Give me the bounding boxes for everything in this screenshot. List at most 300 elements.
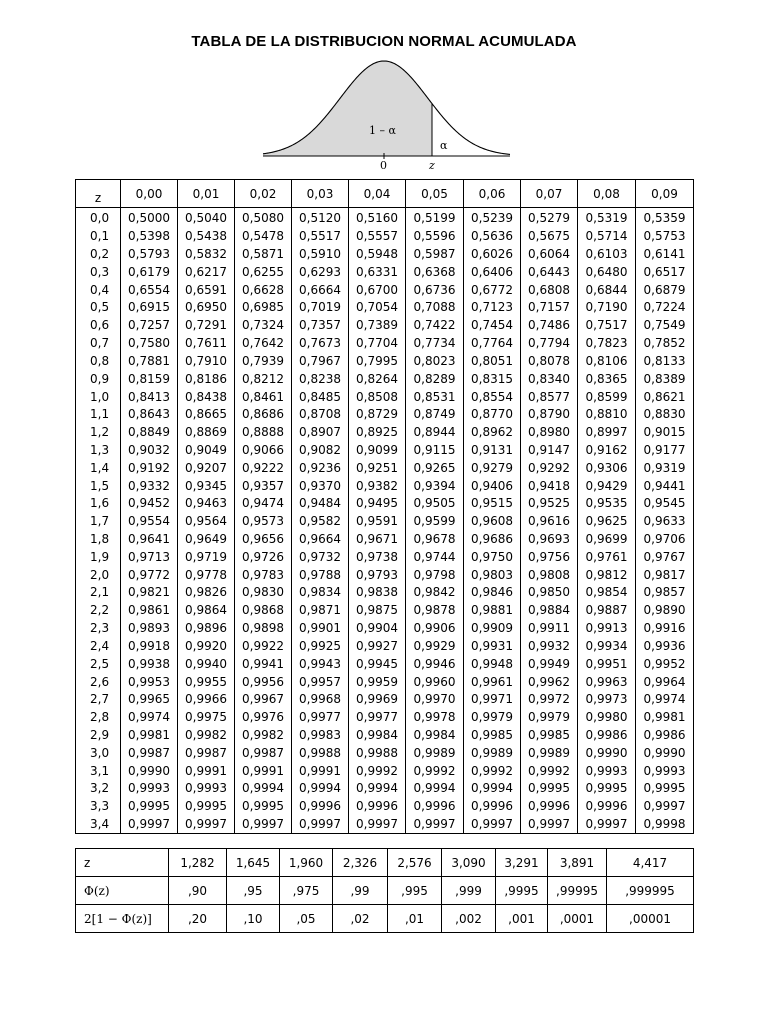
row-z-value: 0,4 [76, 281, 121, 299]
probability-cell: 0,9932 [521, 638, 578, 656]
row-z-value: 1,2 [76, 424, 121, 442]
column-header: 0,00 [121, 180, 178, 208]
probability-cell: 0,8438 [178, 388, 235, 406]
probability-cell: 0,6443 [521, 263, 578, 281]
table-row [76, 228, 694, 246]
probability-cell: 0,9996 [521, 798, 578, 816]
table-row [76, 513, 694, 531]
probability-cell: 0,9956 [235, 673, 292, 691]
table-row [76, 798, 694, 816]
probability-cell: 0,9678 [406, 531, 464, 549]
probability-cell: 0,9382 [349, 477, 406, 495]
probability-cell: 0,9641 [121, 531, 178, 549]
probability-cell: 0,9993 [578, 762, 636, 780]
probability-cell: 0,9893 [121, 620, 178, 638]
probability-cell: 0,9974 [636, 691, 694, 709]
probability-cell: 0,9713 [121, 548, 178, 566]
probability-cell: 0,8159 [121, 370, 178, 388]
row-z-value: 3,4 [76, 816, 121, 834]
probability-cell: 0,6255 [235, 263, 292, 281]
probability-cell: 0,9972 [521, 691, 578, 709]
probability-cell: 0,9948 [464, 655, 521, 673]
probability-cell: 0,7486 [521, 317, 578, 335]
column-header: 0,09 [636, 180, 694, 208]
probability-cell: 0,9803 [464, 566, 521, 584]
table-row [76, 780, 694, 798]
table-row [76, 406, 694, 424]
probability-cell: 0,9941 [235, 655, 292, 673]
probability-cell: 0,9993 [636, 762, 694, 780]
table-row [76, 335, 694, 353]
probability-cell: 0,9931 [464, 638, 521, 656]
area-label: 1 – α [369, 124, 396, 137]
probability-cell: 0,8708 [292, 406, 349, 424]
probability-cell: 0,8461 [235, 388, 292, 406]
probability-cell: 0,9207 [178, 459, 235, 477]
row-z-value: 2,4 [76, 638, 121, 656]
probability-cell: 0,7764 [464, 335, 521, 353]
probability-cell: 0,8485 [292, 388, 349, 406]
probability-cell: 0,9997 [349, 816, 406, 834]
probability-cell: 0,9591 [349, 513, 406, 531]
probability-cell: 0,6217 [178, 263, 235, 281]
row-z-value: 0,5 [76, 299, 121, 317]
probability-cell: 0,8133 [636, 353, 694, 371]
probability-cell: 0,9927 [349, 638, 406, 656]
probability-cell: 0,9808 [521, 566, 578, 584]
probability-cell: 0,6368 [406, 263, 464, 281]
probability-cell: 0,9920 [178, 638, 235, 656]
probability-cell: 0,9834 [292, 584, 349, 602]
row-z-value: 0,7 [76, 335, 121, 353]
table-row [76, 388, 694, 406]
probability-cell: 0,9812 [578, 566, 636, 584]
probability-cell: 0,6950 [178, 299, 235, 317]
table-row [76, 709, 694, 727]
critical-phi-cell: ,995 [388, 877, 442, 905]
probability-cell: 0,9974 [121, 709, 178, 727]
probability-cell: 0,9830 [235, 584, 292, 602]
table-row [76, 353, 694, 371]
probability-cell: 0,9345 [178, 477, 235, 495]
probability-cell: 0,8729 [349, 406, 406, 424]
probability-cell: 0,9535 [578, 495, 636, 513]
probability-cell: 0,5319 [578, 208, 636, 228]
probability-cell: 0,7517 [578, 317, 636, 335]
table-row [76, 744, 694, 762]
probability-cell: 0,7823 [578, 335, 636, 353]
probability-cell: 0,9608 [464, 513, 521, 531]
probability-cell: 0,8554 [464, 388, 521, 406]
table-row [76, 673, 694, 691]
probability-cell: 0,9959 [349, 673, 406, 691]
probability-cell: 0,9599 [406, 513, 464, 531]
probability-cell: 0,8980 [521, 424, 578, 442]
probability-cell: 0,5517 [292, 228, 349, 246]
column-header: 0,07 [521, 180, 578, 208]
probability-cell: 0,5120 [292, 208, 349, 228]
probability-cell: 0,8810 [578, 406, 636, 424]
critical-z-cell: 1,645 [227, 849, 280, 877]
probability-cell: 0,9177 [636, 442, 694, 460]
probability-cell: 0,8413 [121, 388, 178, 406]
critical-values-table [75, 848, 694, 933]
probability-cell: 0,9992 [349, 762, 406, 780]
probability-cell: 0,8849 [121, 424, 178, 442]
probability-cell: 0,6736 [406, 281, 464, 299]
probability-cell: 0,8289 [406, 370, 464, 388]
probability-cell: 0,7422 [406, 317, 464, 335]
probability-cell: 0,9997 [464, 816, 521, 834]
probability-cell: 0,9906 [406, 620, 464, 638]
table-row [76, 638, 694, 656]
probability-cell: 0,7357 [292, 317, 349, 335]
probability-cell: 0,9162 [578, 442, 636, 460]
probability-cell: 0,9988 [349, 744, 406, 762]
table-row [76, 459, 694, 477]
probability-cell: 0,9625 [578, 513, 636, 531]
probability-cell: 0,7123 [464, 299, 521, 317]
probability-cell: 0,6517 [636, 263, 694, 281]
probability-cell: 0,6406 [464, 263, 521, 281]
probability-cell: 0,9997 [636, 798, 694, 816]
row-z-value: 1,4 [76, 459, 121, 477]
critical-z-cell: 2,326 [333, 849, 388, 877]
probability-cell: 0,7881 [121, 353, 178, 371]
probability-cell: 0,7054 [349, 299, 406, 317]
probability-cell: 0,9649 [178, 531, 235, 549]
row-z-value: 3,0 [76, 744, 121, 762]
probability-cell: 0,7190 [578, 299, 636, 317]
probability-cell: 0,9429 [578, 477, 636, 495]
probability-cell: 0,9968 [292, 691, 349, 709]
probability-cell: 0,9756 [521, 548, 578, 566]
probability-cell: 0,9985 [521, 727, 578, 745]
probability-cell: 0,5160 [349, 208, 406, 228]
probability-cell: 0,9738 [349, 548, 406, 566]
probability-cell: 0,8365 [578, 370, 636, 388]
probability-cell: 0,6480 [578, 263, 636, 281]
probability-cell: 0,9994 [406, 780, 464, 798]
probability-cell: 0,9962 [521, 673, 578, 691]
probability-cell: 0,9857 [636, 584, 694, 602]
probability-cell: 0,9964 [636, 673, 694, 691]
critical-phi-cell: ,999 [442, 877, 496, 905]
probability-cell: 0,9991 [178, 762, 235, 780]
probability-cell: 0,9995 [636, 780, 694, 798]
probability-cell: 0,5596 [406, 228, 464, 246]
probability-cell: 0,9842 [406, 584, 464, 602]
probability-cell: 0,9988 [292, 744, 349, 762]
probability-cell: 0,9977 [292, 709, 349, 727]
probability-cell: 0,5675 [521, 228, 578, 246]
row-z-value: 1,8 [76, 531, 121, 549]
probability-cell: 0,9082 [292, 442, 349, 460]
probability-cell: 0,9938 [121, 655, 178, 673]
probability-cell: 0,9997 [292, 816, 349, 834]
probability-cell: 0,9966 [178, 691, 235, 709]
page-title: TABLA DE LA DISTRIBUCION NORMAL ACUMULADA [191, 33, 577, 50]
probability-cell: 0,9236 [292, 459, 349, 477]
probability-cell: 0,9767 [636, 548, 694, 566]
probability-cell: 0,8238 [292, 370, 349, 388]
probability-cell: 0,6554 [121, 281, 178, 299]
probability-cell: 0,5359 [636, 208, 694, 228]
probability-cell: 0,7910 [178, 353, 235, 371]
probability-cell: 0,5557 [349, 228, 406, 246]
table-row [76, 263, 694, 281]
probability-cell: 0,9726 [235, 548, 292, 566]
row-z-value: 2,0 [76, 566, 121, 584]
probability-cell: 0,9970 [406, 691, 464, 709]
probability-cell: 0,8389 [636, 370, 694, 388]
probability-cell: 0,8078 [521, 353, 578, 371]
critical-phi-cell: ,95 [227, 877, 280, 905]
probability-cell: 0,9821 [121, 584, 178, 602]
probability-cell: 0,7642 [235, 335, 292, 353]
probability-cell: 0,5080 [235, 208, 292, 228]
critical-two-tail-cell: ,10 [227, 905, 280, 933]
row-z-value: 1,5 [76, 477, 121, 495]
probability-cell: 0,5239 [464, 208, 521, 228]
probability-cell: 0,9989 [406, 744, 464, 762]
probability-cell: 0,9370 [292, 477, 349, 495]
probability-cell: 0,9995 [121, 798, 178, 816]
probability-cell: 0,8212 [235, 370, 292, 388]
row-z-value: 2,2 [76, 602, 121, 620]
table-row [76, 691, 694, 709]
critical-z-cell: 3,291 [496, 849, 548, 877]
table-row [76, 299, 694, 317]
probability-cell: 0,9934 [578, 638, 636, 656]
row-z-value: 0,0 [76, 208, 121, 228]
row-z-value: 0,6 [76, 317, 121, 335]
probability-cell: 0,9049 [178, 442, 235, 460]
row-z-value: 2,6 [76, 673, 121, 691]
probability-cell: 0,9957 [292, 673, 349, 691]
probability-cell: 0,6844 [578, 281, 636, 299]
probability-cell: 0,9904 [349, 620, 406, 638]
probability-cell: 0,9719 [178, 548, 235, 566]
probability-cell: 0,9986 [636, 727, 694, 745]
probability-cell: 0,9881 [464, 602, 521, 620]
probability-cell: 0,9953 [121, 673, 178, 691]
probability-cell: 0,5910 [292, 246, 349, 264]
probability-cell: 0,9992 [406, 762, 464, 780]
probability-cell: 0,8686 [235, 406, 292, 424]
probability-cell: 0,8869 [178, 424, 235, 442]
probability-cell: 0,8186 [178, 370, 235, 388]
probability-cell: 0,7939 [235, 353, 292, 371]
probability-cell: 0,9996 [464, 798, 521, 816]
probability-cell: 0,9474 [235, 495, 292, 513]
probability-cell: 0,9982 [178, 727, 235, 745]
probability-cell: 0,7704 [349, 335, 406, 353]
probability-cell: 0,7389 [349, 317, 406, 335]
probability-cell: 0,9940 [178, 655, 235, 673]
column-header: 0,05 [406, 180, 464, 208]
probability-cell: 0,9981 [636, 709, 694, 727]
probability-cell: 0,9147 [521, 442, 578, 460]
probability-cell: 0,6026 [464, 246, 521, 264]
probability-cell: 0,7580 [121, 335, 178, 353]
row-z-value: 3,3 [76, 798, 121, 816]
row-z-value: 0,8 [76, 353, 121, 371]
probability-cell: 0,9994 [235, 780, 292, 798]
probability-cell: 0,8315 [464, 370, 521, 388]
probability-cell: 0,9996 [292, 798, 349, 816]
critical-phi-cell: ,975 [280, 877, 333, 905]
column-header: 0,06 [464, 180, 521, 208]
probability-cell: 0,7673 [292, 335, 349, 353]
probability-cell: 0,8888 [235, 424, 292, 442]
probability-cell: 0,9495 [349, 495, 406, 513]
critical-phi-cell: ,9995 [496, 877, 548, 905]
table-row [76, 442, 694, 460]
probability-cell: 0,9996 [406, 798, 464, 816]
probability-cell: 0,9292 [521, 459, 578, 477]
probability-cell: 0,9979 [464, 709, 521, 727]
probability-cell: 0,9850 [521, 584, 578, 602]
probability-cell: 0,9987 [121, 744, 178, 762]
probability-cell: 0,9898 [235, 620, 292, 638]
critical-z-cell: 4,417 [607, 849, 694, 877]
probability-cell: 0,9982 [235, 727, 292, 745]
probability-cell: 0,9265 [406, 459, 464, 477]
tail-label: α [440, 139, 448, 152]
probability-cell: 0,9015 [636, 424, 694, 442]
probability-cell: 0,5871 [235, 246, 292, 264]
table-row [76, 566, 694, 584]
probability-cell: 0,9946 [406, 655, 464, 673]
probability-cell: 0,9973 [578, 691, 636, 709]
probability-cell: 0,9971 [464, 691, 521, 709]
probability-cell: 0,7454 [464, 317, 521, 335]
row-z-value: 1,9 [76, 548, 121, 566]
probability-cell: 0,8925 [349, 424, 406, 442]
probability-cell: 0,9890 [636, 602, 694, 620]
row-z-value: 2,5 [76, 655, 121, 673]
probability-cell: 0,7852 [636, 335, 694, 353]
table-header-row [76, 180, 694, 208]
probability-cell: 0,9750 [464, 548, 521, 566]
probability-cell: 0,9251 [349, 459, 406, 477]
probability-cell: 0,9960 [406, 673, 464, 691]
origin-label: 0 [380, 159, 387, 172]
probability-cell: 0,7794 [521, 335, 578, 353]
critical-phi-cell: ,99995 [548, 877, 607, 905]
table-row [76, 620, 694, 638]
table-row [76, 584, 694, 602]
probability-cell: 0,9279 [464, 459, 521, 477]
probability-cell: 0,8749 [406, 406, 464, 424]
probability-cell: 0,9990 [636, 744, 694, 762]
probability-cell: 0,5478 [235, 228, 292, 246]
table-row [76, 531, 694, 549]
critical-phi-cell: ,999995 [607, 877, 694, 905]
table-row [76, 727, 694, 745]
probability-cell: 0,9987 [178, 744, 235, 762]
probability-cell: 0,9798 [406, 566, 464, 584]
probability-cell: 0,9976 [235, 709, 292, 727]
probability-cell: 0,9981 [121, 727, 178, 745]
probability-cell: 0,9761 [578, 548, 636, 566]
probability-cell: 0,9955 [178, 673, 235, 691]
probability-cell: 0,8531 [406, 388, 464, 406]
probability-cell: 0,9875 [349, 602, 406, 620]
probability-cell: 0,9793 [349, 566, 406, 584]
probability-cell: 0,9916 [636, 620, 694, 638]
probability-cell: 0,8962 [464, 424, 521, 442]
cumulative-normal-table [75, 179, 694, 834]
table-row [76, 424, 694, 442]
probability-cell: 0,5438 [178, 228, 235, 246]
probability-cell: 0,9984 [349, 727, 406, 745]
probability-cell: 0,9868 [235, 602, 292, 620]
critical-two-tail-cell: ,02 [333, 905, 388, 933]
probability-cell: 0,9983 [292, 727, 349, 745]
probability-cell: 0,9441 [636, 477, 694, 495]
probability-cell: 0,9909 [464, 620, 521, 638]
probability-cell: 0,9994 [292, 780, 349, 798]
probability-cell: 0,6179 [121, 263, 178, 281]
critical-two-tail-cell: ,001 [496, 905, 548, 933]
probability-cell: 0,9115 [406, 442, 464, 460]
probability-cell: 0,9222 [235, 459, 292, 477]
probability-cell: 0,8106 [578, 353, 636, 371]
probability-cell: 0,9929 [406, 638, 464, 656]
probability-cell: 0,9975 [178, 709, 235, 727]
probability-cell: 0,9826 [178, 584, 235, 602]
probability-cell: 0,9980 [578, 709, 636, 727]
probability-cell: 0,9995 [578, 780, 636, 798]
probability-cell: 0,6141 [636, 246, 694, 264]
probability-cell: 0,9990 [578, 744, 636, 762]
table-row [76, 762, 694, 780]
probability-cell: 0,9686 [464, 531, 521, 549]
probability-cell: 0,5398 [121, 228, 178, 246]
probability-cell: 0,7995 [349, 353, 406, 371]
probability-cell: 0,9997 [578, 816, 636, 834]
table-row [76, 208, 694, 228]
probability-cell: 0,9989 [521, 744, 578, 762]
probability-cell: 0,9985 [464, 727, 521, 745]
probability-cell: 0,9616 [521, 513, 578, 531]
table-row [76, 477, 694, 495]
probability-cell: 0,7224 [636, 299, 694, 317]
probability-cell: 0,9967 [235, 691, 292, 709]
probability-cell: 0,9871 [292, 602, 349, 620]
probability-cell: 0,9066 [235, 442, 292, 460]
probability-cell: 0,9484 [292, 495, 349, 513]
probability-cell: 0,8830 [636, 406, 694, 424]
row-z-value: 2,9 [76, 727, 121, 745]
row-z-value: 2,3 [76, 620, 121, 638]
probability-cell: 0,9992 [464, 762, 521, 780]
probability-cell: 0,7291 [178, 317, 235, 335]
probability-cell: 0,9989 [464, 744, 521, 762]
probability-cell: 0,5199 [406, 208, 464, 228]
probability-cell: 0,9979 [521, 709, 578, 727]
table-row [76, 548, 694, 566]
column-header: 0,03 [292, 180, 349, 208]
probability-cell: 0,6591 [178, 281, 235, 299]
probability-cell: 0,9992 [521, 762, 578, 780]
critical-z-cell: 1,960 [280, 849, 333, 877]
probability-cell: 0,9991 [235, 762, 292, 780]
probability-cell: 0,9554 [121, 513, 178, 531]
probability-cell: 0,8997 [578, 424, 636, 442]
